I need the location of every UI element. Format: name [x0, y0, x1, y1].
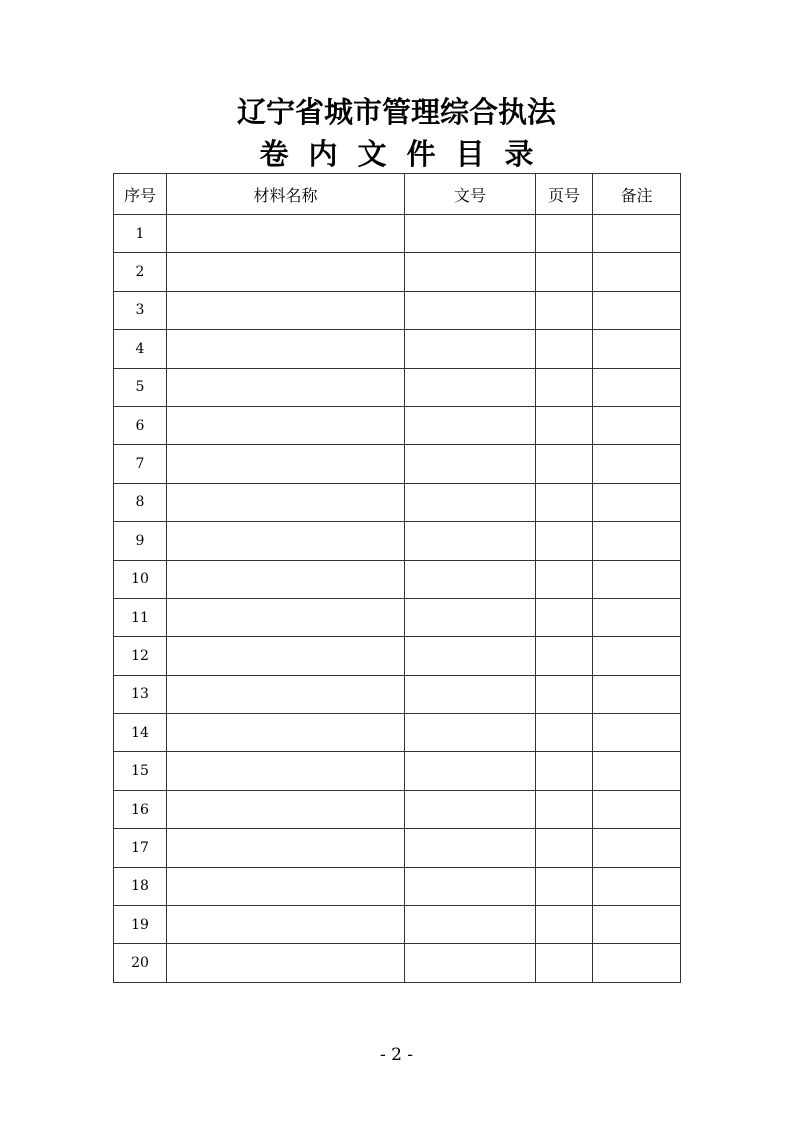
- remarks-cell[interactable]: [593, 253, 681, 291]
- page-number-cell[interactable]: [536, 906, 593, 944]
- remarks-cell[interactable]: [593, 752, 681, 790]
- doc-number-cell[interactable]: [405, 330, 536, 368]
- doc-number-cell[interactable]: [405, 867, 536, 905]
- doc-number-cell[interactable]: [405, 790, 536, 828]
- material-name-cell[interactable]: [167, 714, 405, 752]
- header-doc-number: 文号: [405, 174, 536, 215]
- table-row: [114, 752, 681, 790]
- material-name-cell[interactable]: [167, 906, 405, 944]
- table-row: [114, 483, 681, 521]
- row-seq-cell: 19: [114, 906, 167, 944]
- remarks-cell[interactable]: [593, 867, 681, 905]
- remarks-cell[interactable]: [593, 330, 681, 368]
- remarks-cell[interactable]: [593, 637, 681, 675]
- material-name-cell[interactable]: [167, 291, 405, 329]
- material-name-cell[interactable]: [167, 637, 405, 675]
- table-row: [114, 829, 681, 867]
- page-number-cell[interactable]: [536, 522, 593, 560]
- doc-number-cell[interactable]: [405, 906, 536, 944]
- material-name-cell[interactable]: [167, 752, 405, 790]
- doc-number-cell[interactable]: [405, 291, 536, 329]
- remarks-cell[interactable]: [593, 368, 681, 406]
- page-number-cell[interactable]: [536, 675, 593, 713]
- doc-number-cell[interactable]: [405, 637, 536, 675]
- remarks-cell[interactable]: [593, 829, 681, 867]
- doc-number-cell[interactable]: [405, 560, 536, 598]
- material-name-cell[interactable]: [167, 445, 405, 483]
- doc-number-cell[interactable]: [405, 522, 536, 560]
- material-name-cell[interactable]: [167, 944, 405, 982]
- table-row: [114, 790, 681, 828]
- doc-number-cell[interactable]: [405, 944, 536, 982]
- table-row: [114, 714, 681, 752]
- row-seq-cell: 5: [114, 368, 167, 406]
- material-name-cell[interactable]: [167, 330, 405, 368]
- page-number-cell[interactable]: [536, 253, 593, 291]
- remarks-cell[interactable]: [593, 406, 681, 444]
- doc-number-cell[interactable]: [405, 445, 536, 483]
- remarks-cell[interactable]: [593, 560, 681, 598]
- material-name-cell[interactable]: [167, 829, 405, 867]
- row-seq-cell: 6: [114, 406, 167, 444]
- header-page-number: 页号: [536, 174, 593, 215]
- table-row: [114, 675, 681, 713]
- material-name-cell[interactable]: [167, 790, 405, 828]
- row-seq-cell: 15: [114, 752, 167, 790]
- material-name-cell[interactable]: [167, 368, 405, 406]
- table-row: [114, 291, 681, 329]
- row-seq-cell: 4: [114, 330, 167, 368]
- page-number-cell[interactable]: [536, 406, 593, 444]
- row-seq-cell: 18: [114, 867, 167, 905]
- table-row: [114, 906, 681, 944]
- row-seq-cell: 13: [114, 675, 167, 713]
- table-body: [114, 215, 681, 983]
- remarks-cell[interactable]: [593, 483, 681, 521]
- page-number-cell[interactable]: [536, 330, 593, 368]
- doc-number-cell[interactable]: [405, 368, 536, 406]
- page-number-cell[interactable]: [536, 829, 593, 867]
- material-name-cell[interactable]: [167, 522, 405, 560]
- remarks-cell[interactable]: [593, 906, 681, 944]
- page-number-cell[interactable]: [536, 445, 593, 483]
- material-name-cell[interactable]: [167, 598, 405, 636]
- page-number-cell[interactable]: [536, 368, 593, 406]
- doc-number-cell[interactable]: [405, 215, 536, 253]
- material-name-cell[interactable]: [167, 867, 405, 905]
- row-seq-cell: 10: [114, 560, 167, 598]
- page-number-cell[interactable]: [536, 790, 593, 828]
- doc-number-cell[interactable]: [405, 829, 536, 867]
- doc-number-cell[interactable]: [405, 598, 536, 636]
- page-number: - 2 -: [379, 1045, 414, 1065]
- page-number-cell[interactable]: [536, 867, 593, 905]
- page-number-cell[interactable]: [536, 714, 593, 752]
- header-remarks: 备注: [593, 174, 681, 215]
- doc-number-cell[interactable]: [405, 675, 536, 713]
- page-number-cell[interactable]: [536, 752, 593, 790]
- row-seq-cell: 1: [114, 215, 167, 253]
- table-row: [114, 637, 681, 675]
- remarks-cell[interactable]: [593, 522, 681, 560]
- doc-number-cell[interactable]: [405, 253, 536, 291]
- row-seq-cell: 14: [114, 714, 167, 752]
- remarks-cell[interactable]: [593, 445, 681, 483]
- row-seq-cell: 3: [114, 291, 167, 329]
- row-seq-cell: 12: [114, 637, 167, 675]
- remarks-cell[interactable]: [593, 598, 681, 636]
- table-row: [114, 253, 681, 291]
- page-number-cell[interactable]: [536, 944, 593, 982]
- table-header-row: [114, 174, 681, 215]
- doc-number-cell[interactable]: [405, 483, 536, 521]
- row-seq-cell: 8: [114, 483, 167, 521]
- page-number-cell[interactable]: [536, 483, 593, 521]
- page-number-cell[interactable]: [536, 291, 593, 329]
- page-number-cell[interactable]: [536, 637, 593, 675]
- table-row: [114, 560, 681, 598]
- row-seq-cell: 2: [114, 253, 167, 291]
- doc-number-cell[interactable]: [405, 752, 536, 790]
- remarks-cell[interactable]: [593, 215, 681, 253]
- file-catalog-table: [113, 173, 681, 983]
- table-row: [114, 522, 681, 560]
- row-seq-cell: 9: [114, 522, 167, 560]
- row-seq-cell: 20: [114, 944, 167, 982]
- remarks-cell[interactable]: [593, 944, 681, 982]
- remarks-cell[interactable]: [593, 714, 681, 752]
- material-name-cell[interactable]: [167, 560, 405, 598]
- row-seq-cell: 17: [114, 829, 167, 867]
- material-name-cell[interactable]: [167, 483, 405, 521]
- remarks-cell[interactable]: [593, 675, 681, 713]
- table-row: [114, 215, 681, 253]
- header-material-name: 材料名称: [167, 174, 405, 215]
- page-number-cell[interactable]: [536, 560, 593, 598]
- header-seq: 序号: [114, 174, 167, 215]
- document-subtitle: 卷内文件目录: [259, 137, 554, 171]
- material-name-cell[interactable]: [167, 215, 405, 253]
- doc-number-cell[interactable]: [405, 714, 536, 752]
- page-number-cell[interactable]: [536, 598, 593, 636]
- remarks-cell[interactable]: [593, 291, 681, 329]
- material-name-cell[interactable]: [167, 406, 405, 444]
- material-name-cell[interactable]: [167, 253, 405, 291]
- table-row: [114, 445, 681, 483]
- table-row: [114, 406, 681, 444]
- row-seq-cell: 16: [114, 790, 167, 828]
- document-title: 辽宁省城市管理综合执法: [236, 95, 556, 129]
- table-row: [114, 867, 681, 905]
- row-seq-cell: 7: [114, 445, 167, 483]
- remarks-cell[interactable]: [593, 790, 681, 828]
- table-row: [114, 944, 681, 982]
- doc-number-cell[interactable]: [405, 406, 536, 444]
- table-row: [114, 368, 681, 406]
- table-row: [114, 598, 681, 636]
- table-row: [114, 330, 681, 368]
- page-number-cell[interactable]: [536, 215, 593, 253]
- material-name-cell[interactable]: [167, 675, 405, 713]
- row-seq-cell: 11: [114, 598, 167, 636]
